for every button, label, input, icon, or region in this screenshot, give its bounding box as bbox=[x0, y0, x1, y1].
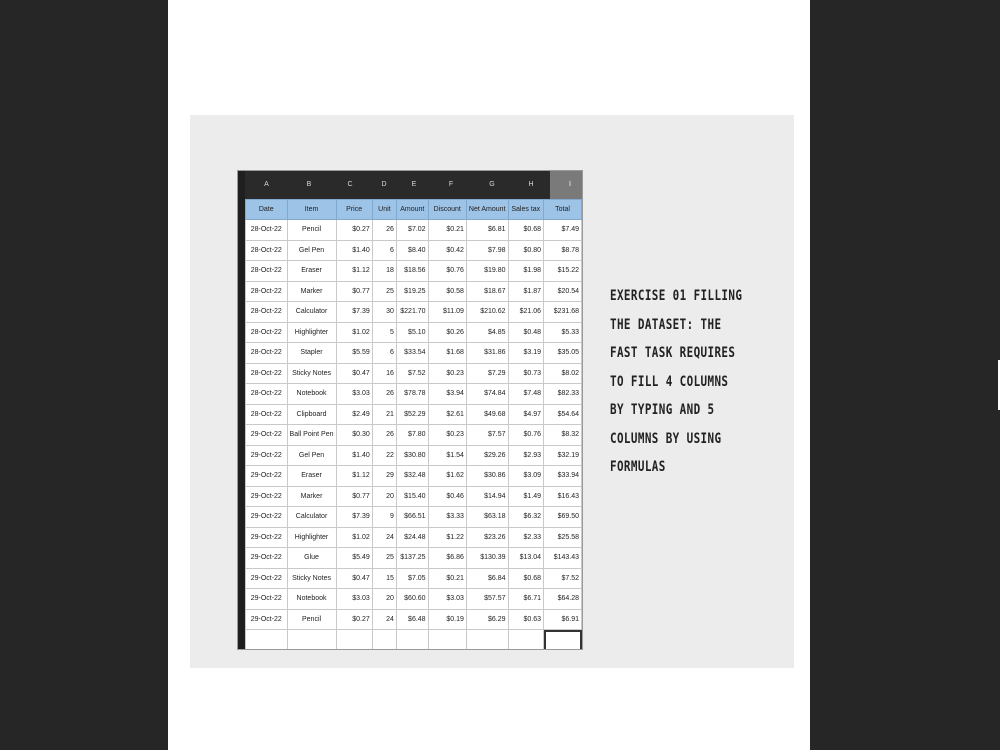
table-cell[interactable]: $78.78 bbox=[396, 384, 428, 405]
table-cell[interactable]: $7.52 bbox=[396, 363, 428, 384]
table-cell[interactable]: Calculator bbox=[287, 302, 336, 323]
table-row bbox=[246, 281, 582, 302]
table-cell[interactable]: 21 bbox=[372, 404, 396, 425]
table-cell[interactable]: $7.80 bbox=[396, 425, 428, 446]
table-cell[interactable]: Calculator bbox=[287, 507, 336, 528]
header-cell[interactable]: Total bbox=[544, 200, 582, 220]
table-cell[interactable]: $1.68 bbox=[428, 343, 466, 364]
table-cell[interactable]: $130.39 bbox=[466, 548, 508, 569]
table-cell[interactable]: $54.64 bbox=[544, 404, 582, 425]
table-cell[interactable]: 29-Oct-22 bbox=[246, 527, 288, 548]
table-cell[interactable]: $7.29 bbox=[466, 363, 508, 384]
table-cell[interactable]: $24.48 bbox=[396, 527, 428, 548]
table-cell[interactable]: $2.93 bbox=[508, 445, 544, 466]
table-cell[interactable]: $18.56 bbox=[396, 261, 428, 282]
table-cell[interactable]: $7.39 bbox=[336, 507, 372, 528]
table-cell[interactable]: $20.54 bbox=[544, 281, 582, 302]
column-letter-h[interactable]: H bbox=[528, 181, 534, 188]
table-cell[interactable]: 28-Oct-22 bbox=[246, 343, 288, 364]
row-header-strip bbox=[238, 171, 245, 649]
table-row bbox=[246, 445, 582, 466]
empty-cell[interactable] bbox=[508, 630, 544, 651]
table-cell[interactable]: $6.29 bbox=[466, 609, 508, 630]
table-row bbox=[246, 507, 582, 528]
table-cell[interactable]: $0.58 bbox=[428, 281, 466, 302]
table-cell[interactable]: $0.19 bbox=[428, 609, 466, 630]
table-cell[interactable]: 30 bbox=[372, 302, 396, 323]
table-cell[interactable]: $3.03 bbox=[336, 384, 372, 405]
table-row bbox=[246, 589, 582, 610]
table-cell[interactable]: $0.48 bbox=[508, 322, 544, 343]
table-cell[interactable]: $3.09 bbox=[508, 466, 544, 487]
column-letter-g[interactable]: G bbox=[489, 181, 495, 188]
header-cell[interactable]: Sales tax bbox=[508, 200, 544, 220]
table-cell[interactable]: $210.62 bbox=[466, 302, 508, 323]
table-row bbox=[246, 466, 582, 487]
table-cell[interactable]: Notebook bbox=[287, 384, 336, 405]
table-cell[interactable]: 29-Oct-22 bbox=[246, 507, 288, 528]
table-cell[interactable]: $69.50 bbox=[544, 507, 582, 528]
table-cell[interactable]: $30.86 bbox=[466, 466, 508, 487]
table-cell[interactable]: $3.03 bbox=[336, 589, 372, 610]
table-cell[interactable]: $7.52 bbox=[544, 568, 582, 589]
column-letter-d[interactable]: D bbox=[381, 181, 387, 188]
table-cell[interactable]: $0.30 bbox=[336, 425, 372, 446]
table-cell[interactable]: Glue bbox=[287, 548, 336, 569]
table-cell[interactable]: 26 bbox=[372, 220, 396, 241]
empty-cell[interactable] bbox=[372, 630, 396, 651]
table-cell[interactable]: Sticky Notes bbox=[287, 363, 336, 384]
caption-line: FAST TASK REQUIRES bbox=[610, 345, 736, 361]
table-cell[interactable]: Clipboard bbox=[287, 404, 336, 425]
table-cell[interactable]: $231.68 bbox=[544, 302, 582, 323]
table-cell[interactable]: $0.63 bbox=[508, 609, 544, 630]
table-cell[interactable]: Pencil bbox=[287, 220, 336, 241]
table-cell[interactable]: 22 bbox=[372, 445, 396, 466]
header-cell[interactable]: Date bbox=[246, 200, 288, 220]
table-cell[interactable]: $13.04 bbox=[508, 548, 544, 569]
table-cell[interactable]: $11.09 bbox=[428, 302, 466, 323]
table-cell[interactable]: 24 bbox=[372, 609, 396, 630]
table-cell[interactable]: $1.40 bbox=[336, 240, 372, 261]
table-cell[interactable]: $15.22 bbox=[544, 261, 582, 282]
caption-line: THE DATASET: THE bbox=[610, 316, 722, 333]
table-row bbox=[246, 302, 582, 323]
table-cell[interactable]: $31.86 bbox=[466, 343, 508, 364]
table-cell[interactable]: $0.42 bbox=[428, 240, 466, 261]
table-cell[interactable]: 25 bbox=[372, 281, 396, 302]
table-cell[interactable]: 6 bbox=[372, 343, 396, 364]
table-row bbox=[246, 343, 582, 364]
table-cell[interactable]: $0.80 bbox=[508, 240, 544, 261]
table-cell[interactable]: $8.78 bbox=[544, 240, 582, 261]
table-cell[interactable]: $1.98 bbox=[508, 261, 544, 282]
table-cell[interactable]: Pencil bbox=[287, 609, 336, 630]
table-cell[interactable]: $7.02 bbox=[396, 220, 428, 241]
table-cell[interactable]: Gel Pen bbox=[287, 445, 336, 466]
table-cell[interactable]: $5.33 bbox=[544, 322, 582, 343]
table-cell[interactable]: $3.33 bbox=[428, 507, 466, 528]
table-cell[interactable]: $29.26 bbox=[466, 445, 508, 466]
empty-row bbox=[246, 630, 582, 651]
caption-line: TO FILL 4 COLUMNS bbox=[610, 373, 729, 390]
empty-cell[interactable] bbox=[396, 630, 428, 651]
table-cell[interactable]: $57.57 bbox=[466, 589, 508, 610]
table-cell[interactable]: $1.22 bbox=[428, 527, 466, 548]
column-letter-e[interactable]: E bbox=[411, 181, 417, 188]
empty-cell[interactable] bbox=[428, 630, 466, 651]
table-cell[interactable]: $137.25 bbox=[396, 548, 428, 569]
header-cell[interactable]: Item bbox=[287, 200, 336, 220]
table-cell[interactable]: 28-Oct-22 bbox=[246, 322, 288, 343]
table-cell[interactable]: $3.94 bbox=[428, 384, 466, 405]
table-cell[interactable]: $32.48 bbox=[396, 466, 428, 487]
column-letter-c[interactable]: C bbox=[347, 181, 353, 188]
column-header-bar bbox=[245, 171, 582, 199]
table-cell[interactable]: 29-Oct-22 bbox=[246, 425, 288, 446]
table-cell[interactable]: 24 bbox=[372, 527, 396, 548]
table-cell[interactable]: Notebook bbox=[287, 589, 336, 610]
table-cell[interactable]: $0.77 bbox=[336, 486, 372, 507]
table-cell[interactable]: $0.27 bbox=[336, 220, 372, 241]
table-cell[interactable]: 28-Oct-22 bbox=[246, 302, 288, 323]
table-cell[interactable]: $6.84 bbox=[466, 568, 508, 589]
header-row bbox=[246, 200, 582, 220]
table-row bbox=[246, 548, 582, 569]
table-cell[interactable]: $15.40 bbox=[396, 486, 428, 507]
table-cell[interactable]: $63.18 bbox=[466, 507, 508, 528]
table-cell[interactable]: $49.68 bbox=[466, 404, 508, 425]
empty-cell[interactable] bbox=[466, 630, 508, 651]
table-row bbox=[246, 384, 582, 405]
table-cell[interactable]: 28-Oct-22 bbox=[246, 220, 288, 241]
table-cell[interactable]: Sticky Notes bbox=[287, 568, 336, 589]
table-cell[interactable]: $66.51 bbox=[396, 507, 428, 528]
table-cell[interactable]: 20 bbox=[372, 486, 396, 507]
table-cell[interactable]: 29 bbox=[372, 466, 396, 487]
exercise-caption bbox=[610, 282, 760, 482]
table-cell[interactable]: 28-Oct-22 bbox=[246, 363, 288, 384]
table-cell[interactable]: 6 bbox=[372, 240, 396, 261]
table-row bbox=[246, 609, 582, 630]
table-cell[interactable]: Highlighter bbox=[287, 527, 336, 548]
table-cell[interactable]: $1.49 bbox=[508, 486, 544, 507]
caption-line: EXERCISE 01 FILLING bbox=[610, 288, 743, 304]
column-letter-i[interactable]: I bbox=[550, 171, 583, 199]
table-cell[interactable]: $82.33 bbox=[544, 384, 582, 405]
table-cell[interactable]: $6.91 bbox=[544, 609, 582, 630]
column-letter-b[interactable]: B bbox=[306, 181, 312, 188]
table-cell[interactable]: $1.02 bbox=[336, 322, 372, 343]
table-cell[interactable]: $1.12 bbox=[336, 466, 372, 487]
table-cell[interactable]: $1.54 bbox=[428, 445, 466, 466]
table-cell[interactable]: 26 bbox=[372, 384, 396, 405]
table-cell[interactable]: 16 bbox=[372, 363, 396, 384]
table-cell[interactable]: $7.39 bbox=[336, 302, 372, 323]
table-cell[interactable]: $16.43 bbox=[544, 486, 582, 507]
table-cell[interactable]: $8.02 bbox=[544, 363, 582, 384]
table-cell[interactable]: $7.48 bbox=[508, 384, 544, 405]
table-cell[interactable]: $7.57 bbox=[466, 425, 508, 446]
table-cell[interactable]: $7.98 bbox=[466, 240, 508, 261]
table-cell[interactable]: 18 bbox=[372, 261, 396, 282]
table-row bbox=[246, 404, 582, 425]
table-cell[interactable]: $6.32 bbox=[508, 507, 544, 528]
table-cell[interactable]: 28-Oct-22 bbox=[246, 404, 288, 425]
table-cell[interactable]: $1.12 bbox=[336, 261, 372, 282]
table-cell[interactable]: Marker bbox=[287, 486, 336, 507]
table-cell[interactable]: $0.27 bbox=[336, 609, 372, 630]
table-cell[interactable]: $5.59 bbox=[336, 343, 372, 364]
caption-line: COLUMNS BY USING bbox=[610, 430, 722, 447]
header-cell[interactable]: Unit bbox=[372, 200, 396, 220]
table-cell[interactable]: 26 bbox=[372, 425, 396, 446]
table-cell[interactable]: $0.77 bbox=[336, 281, 372, 302]
data-table bbox=[245, 199, 582, 650]
active-cell[interactable] bbox=[544, 630, 582, 651]
table-cell[interactable]: 9 bbox=[372, 507, 396, 528]
table-cell[interactable]: 29-Oct-22 bbox=[246, 486, 288, 507]
table-cell[interactable]: $60.60 bbox=[396, 589, 428, 610]
table-cell[interactable]: $6.48 bbox=[396, 609, 428, 630]
table-cell[interactable]: 29-Oct-22 bbox=[246, 548, 288, 569]
table-cell[interactable]: $6.71 bbox=[508, 589, 544, 610]
table-row bbox=[246, 261, 582, 282]
table-cell[interactable]: $6.81 bbox=[466, 220, 508, 241]
table-cell[interactable]: $1.02 bbox=[336, 527, 372, 548]
column-letter-f[interactable]: F bbox=[448, 181, 454, 188]
table-row bbox=[246, 425, 582, 446]
table-cell[interactable]: 29-Oct-22 bbox=[246, 568, 288, 589]
table-cell[interactable]: $21.06 bbox=[508, 302, 544, 323]
table-cell[interactable]: Marker bbox=[287, 281, 336, 302]
table-cell[interactable]: $19.25 bbox=[396, 281, 428, 302]
table-cell[interactable]: $19.80 bbox=[466, 261, 508, 282]
table-cell[interactable]: $74.84 bbox=[466, 384, 508, 405]
table-row bbox=[246, 363, 582, 384]
table-cell[interactable]: $7.05 bbox=[396, 568, 428, 589]
table-cell[interactable]: $23.26 bbox=[466, 527, 508, 548]
table-cell[interactable]: 28-Oct-22 bbox=[246, 281, 288, 302]
table-cell[interactable]: 5 bbox=[372, 322, 396, 343]
table-cell[interactable]: $6.86 bbox=[428, 548, 466, 569]
table-cell[interactable]: $2.33 bbox=[508, 527, 544, 548]
table-cell[interactable]: $8.32 bbox=[544, 425, 582, 446]
table-cell[interactable]: $33.94 bbox=[544, 466, 582, 487]
header-cell[interactable]: Discount bbox=[428, 200, 466, 220]
caption-line: BY TYPING AND 5 bbox=[610, 402, 715, 418]
table-cell[interactable]: $64.28 bbox=[544, 589, 582, 610]
table-cell[interactable]: $0.46 bbox=[428, 486, 466, 507]
table-cell[interactable]: $35.05 bbox=[544, 343, 582, 364]
table-cell[interactable]: Ball Point Pen bbox=[287, 425, 336, 446]
table-cell[interactable]: $2.61 bbox=[428, 404, 466, 425]
table-cell[interactable]: $0.68 bbox=[508, 568, 544, 589]
table-cell[interactable]: $30.80 bbox=[396, 445, 428, 466]
table-cell[interactable]: $1.87 bbox=[508, 281, 544, 302]
table-cell[interactable]: $1.40 bbox=[336, 445, 372, 466]
table-cell[interactable]: 29-Oct-22 bbox=[246, 589, 288, 610]
table-cell[interactable]: $0.21 bbox=[428, 568, 466, 589]
table-cell[interactable]: $18.67 bbox=[466, 281, 508, 302]
table-cell[interactable]: $0.21 bbox=[428, 220, 466, 241]
table-cell[interactable]: Highlighter bbox=[287, 322, 336, 343]
table-row bbox=[246, 486, 582, 507]
table-cell[interactable]: 28-Oct-22 bbox=[246, 240, 288, 261]
table-cell[interactable]: $5.10 bbox=[396, 322, 428, 343]
caption-line: FORMULAS bbox=[610, 459, 666, 475]
table-cell[interactable]: $1.62 bbox=[428, 466, 466, 487]
table-cell[interactable]: $14.94 bbox=[466, 486, 508, 507]
table-cell[interactable]: $4.85 bbox=[466, 322, 508, 343]
table-cell[interactable]: $7.49 bbox=[544, 220, 582, 241]
table-cell[interactable]: 15 bbox=[372, 568, 396, 589]
table-cell[interactable]: Eraser bbox=[287, 261, 336, 282]
table-cell[interactable]: $0.47 bbox=[336, 363, 372, 384]
empty-cell[interactable] bbox=[246, 630, 288, 651]
table-cell[interactable]: $3.19 bbox=[508, 343, 544, 364]
table-cell[interactable]: $0.76 bbox=[428, 261, 466, 282]
table-cell[interactable]: 25 bbox=[372, 548, 396, 569]
table-cell[interactable]: $8.40 bbox=[396, 240, 428, 261]
table-cell[interactable]: $0.73 bbox=[508, 363, 544, 384]
empty-cell[interactable] bbox=[336, 630, 372, 651]
table-cell[interactable]: 28-Oct-22 bbox=[246, 261, 288, 282]
table-cell[interactable]: Stapler bbox=[287, 343, 336, 364]
table-cell[interactable]: $25.58 bbox=[544, 527, 582, 548]
table-cell[interactable]: Eraser bbox=[287, 466, 336, 487]
header-cell[interactable]: Price bbox=[336, 200, 372, 220]
table-cell[interactable]: $0.68 bbox=[508, 220, 544, 241]
table-cell[interactable]: $0.26 bbox=[428, 322, 466, 343]
table-cell[interactable]: $221.70 bbox=[396, 302, 428, 323]
table-row bbox=[246, 240, 582, 261]
table-cell[interactable]: $2.49 bbox=[336, 404, 372, 425]
spreadsheet-screenshot bbox=[237, 170, 583, 650]
table-cell[interactable]: 20 bbox=[372, 589, 396, 610]
table-cell[interactable]: 29-Oct-22 bbox=[246, 466, 288, 487]
table-cell[interactable]: $0.23 bbox=[428, 363, 466, 384]
table-cell[interactable]: $0.76 bbox=[508, 425, 544, 446]
header-cell[interactable]: Amount bbox=[396, 200, 428, 220]
table-cell[interactable]: 29-Oct-22 bbox=[246, 445, 288, 466]
table-row bbox=[246, 568, 582, 589]
table-cell[interactable]: $3.03 bbox=[428, 589, 466, 610]
table-cell[interactable]: $0.23 bbox=[428, 425, 466, 446]
table-cell[interactable]: $0.47 bbox=[336, 568, 372, 589]
table-cell[interactable]: $143.43 bbox=[544, 548, 582, 569]
table-cell[interactable]: 29-Oct-22 bbox=[246, 609, 288, 630]
table-cell[interactable]: 28-Oct-22 bbox=[246, 384, 288, 405]
header-cell[interactable]: Net Amount bbox=[466, 200, 508, 220]
table-cell[interactable]: $32.19 bbox=[544, 445, 582, 466]
table-cell[interactable]: $5.49 bbox=[336, 548, 372, 569]
table-cell[interactable]: Gel Pen bbox=[287, 240, 336, 261]
table-cell[interactable]: $52.29 bbox=[396, 404, 428, 425]
table-row bbox=[246, 220, 582, 241]
table-row bbox=[246, 322, 582, 343]
column-letter-a[interactable]: A bbox=[264, 181, 269, 188]
table-row bbox=[246, 527, 582, 548]
table-cell[interactable]: $33.54 bbox=[396, 343, 428, 364]
empty-cell[interactable] bbox=[287, 630, 336, 651]
table-cell[interactable]: $4.97 bbox=[508, 404, 544, 425]
